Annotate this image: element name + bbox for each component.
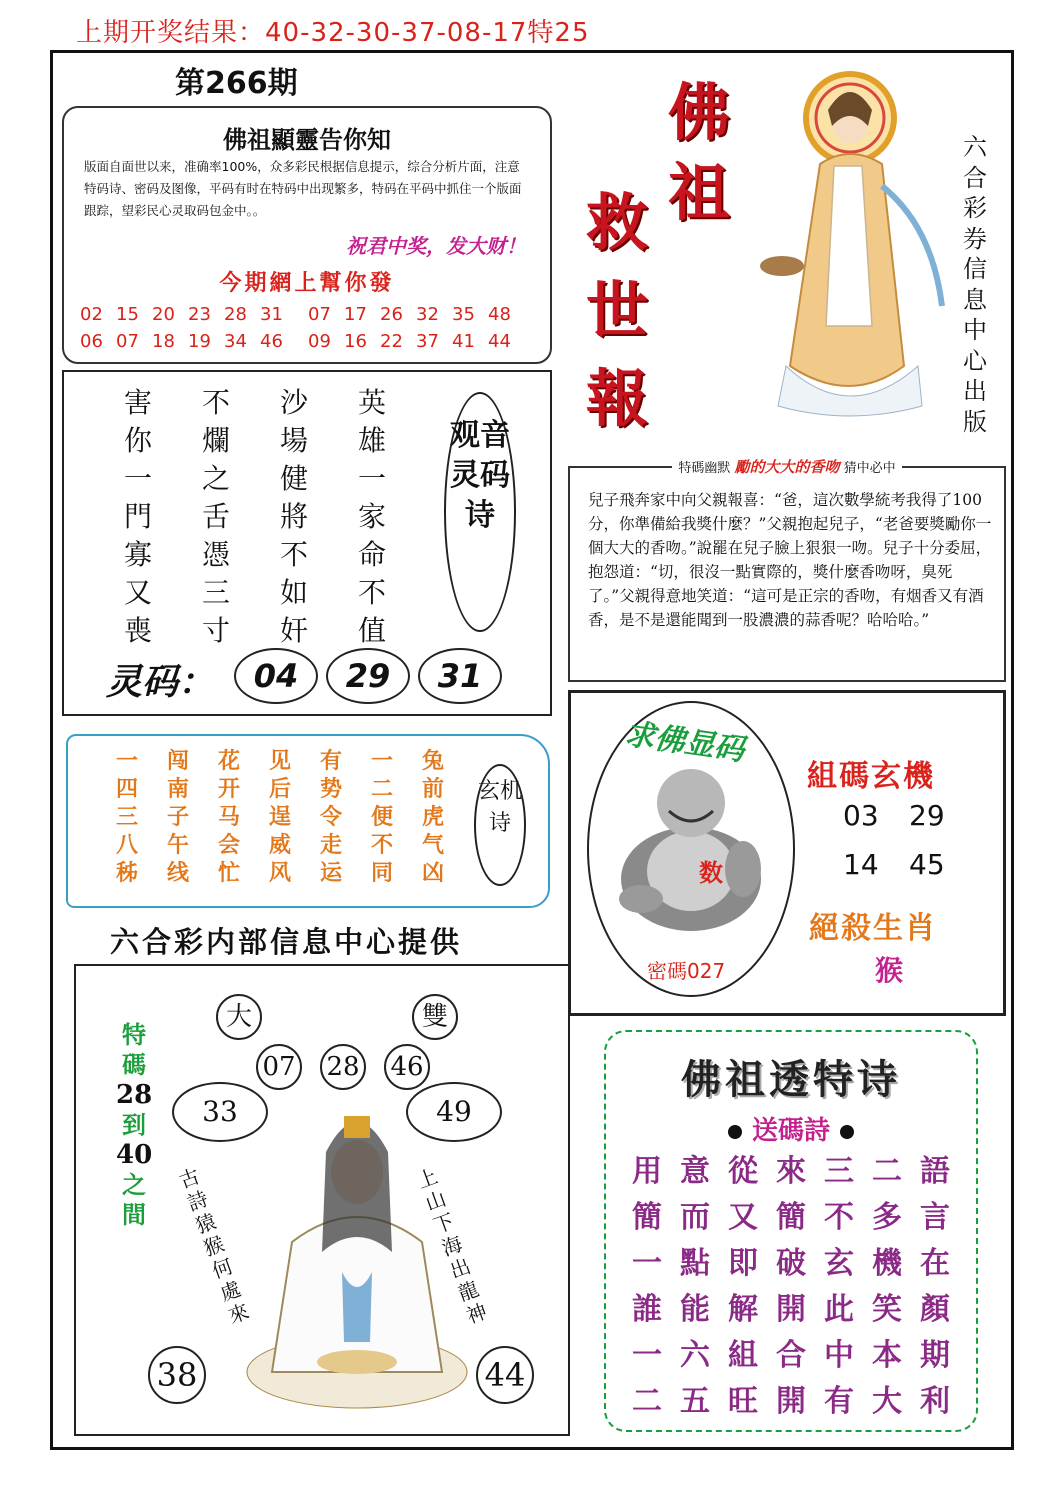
tete-char: 玄 (824, 1246, 854, 1281)
poem-char: 門 (124, 500, 153, 533)
number: 20 (152, 304, 175, 325)
tete-char: 又 (728, 1200, 758, 1235)
laughing-buddha-icon (611, 759, 771, 939)
buddha-oval (587, 701, 795, 997)
tete-char: 誰 (632, 1292, 662, 1327)
xuanji-char: 会 (218, 833, 241, 858)
poem-char: 如 (280, 576, 309, 609)
number: 31 (260, 304, 283, 325)
tete-char: 從 (728, 1154, 758, 1189)
shu-character: 数 (699, 859, 723, 887)
top-number: 46 (384, 1044, 430, 1090)
lingma-label: 灵码： (106, 662, 215, 703)
xuanji-char: 秭 (116, 861, 139, 886)
tete-char: 組 (728, 1338, 758, 1373)
top-number: 28 (320, 1044, 366, 1090)
notice-body: 版面自面世以来，准确率100%，众多彩民根据信息提示，综合分析片面，注意特码诗、密码及图像，平码有时在特码中出现繁多，特码在平码中抓住一个版面跟踪，望彩民心灵取码包金中。。 (84, 159, 522, 218)
tema-range (116, 1020, 152, 1230)
tete-char: 中 (824, 1338, 854, 1373)
left-oval-number: 33 (172, 1082, 268, 1142)
poem-char: 健 (280, 462, 309, 495)
tete-char: 多 (872, 1200, 902, 1235)
tete-char: 期 (920, 1338, 950, 1373)
zuma-number: 29 (909, 799, 945, 832)
xuanji-char: 四 (116, 777, 139, 802)
poem-char: 爛 (202, 424, 231, 457)
xuanji-char: 忙 (218, 861, 241, 886)
poem-char: 之 (202, 462, 231, 495)
jue-title: 絕殺生肖 (809, 911, 937, 946)
tete-char: 言 (920, 1200, 950, 1235)
tema-from: 28 (116, 1080, 153, 1110)
poem-char: 寸 (202, 614, 231, 647)
buddha-box (568, 690, 1006, 1016)
zuma-number: 45 (909, 848, 945, 881)
tete-char: 本 (872, 1338, 902, 1373)
xuanji-char: 前 (422, 777, 445, 802)
jue-value: 猴 (875, 954, 904, 987)
tete-char: 笑 (872, 1292, 902, 1327)
tete-poem-grid (632, 1156, 968, 1418)
lingma-number: 29 (326, 648, 410, 704)
tete-char: 合 (776, 1338, 806, 1373)
tete-char: 不 (824, 1200, 854, 1235)
number: 44 (488, 331, 511, 352)
xuanji-char: 一 (371, 749, 394, 774)
poem-char: 英 (358, 386, 387, 419)
riddle-box (568, 458, 1006, 682)
tete-char: 顏 (920, 1292, 950, 1327)
xuanji-char: 运 (320, 861, 343, 886)
tete-char: 二 (632, 1384, 662, 1419)
right-vertical-poem: 上山下海出龍神 (413, 1163, 491, 1329)
zuma-numbers (843, 799, 975, 881)
poem-char: 奸 (280, 614, 309, 647)
title-char: 世 (586, 274, 649, 347)
poem-label-oval (444, 392, 516, 632)
da-badge: 大 (216, 994, 262, 1040)
poem-box (62, 370, 552, 716)
tete-char: 五 (680, 1384, 710, 1419)
number: 17 (344, 304, 367, 325)
number: 37 (416, 331, 439, 352)
number: 34 (224, 331, 247, 352)
number: 28 (224, 304, 247, 325)
number: 22 (380, 331, 403, 352)
tete-char: 二 (872, 1154, 902, 1189)
xuanji-char: 势 (320, 777, 343, 802)
poem-grid (124, 388, 436, 646)
xuanji-char: 二 (371, 777, 394, 802)
issue-number: 第266期 (175, 66, 298, 101)
poem-char: 寡 (124, 538, 153, 571)
number: 46 (260, 331, 283, 352)
xuanji-char: 不 (371, 833, 394, 858)
right-oval-number: 49 (406, 1082, 502, 1142)
tema-label: 特 (122, 1020, 146, 1049)
xuanji-char: 马 (218, 805, 241, 830)
tete-char: 簡 (632, 1200, 662, 1235)
poem-char: 又 (124, 576, 153, 609)
xuanji-char: 后 (269, 777, 292, 802)
tema-label: 之 (122, 1170, 146, 1199)
tete-char: 三 (824, 1154, 854, 1189)
poem-char: 不 (280, 538, 309, 571)
zuma-number: 14 (843, 848, 879, 881)
tete-char: 而 (680, 1200, 710, 1235)
xuanji-char: 午 (167, 833, 190, 858)
lingma-number: 04 (234, 648, 318, 704)
tema-to: 40 (116, 1140, 153, 1170)
number: 48 (488, 304, 511, 325)
tete-char: 有 (824, 1384, 854, 1419)
xuanji-char: 虎 (422, 805, 445, 830)
xuanji-box (66, 734, 550, 908)
left-vertical-poem: 古詩猿猴何處來 (175, 1163, 253, 1329)
tete-char: 即 (728, 1246, 758, 1281)
poem-char: 憑 (202, 538, 231, 571)
bullet-icon (840, 1125, 854, 1139)
riddle-heading (570, 456, 1004, 477)
tete-char: 語 (920, 1154, 950, 1189)
xuanji-char: 同 (371, 861, 394, 886)
title-char: 救 (586, 186, 649, 259)
guanyin-illustration (742, 66, 958, 418)
xuanji-char: 开 (218, 777, 241, 802)
tete-char: 一 (632, 1338, 662, 1373)
xuanji-char: 走 (320, 833, 343, 858)
tete-char: 來 (776, 1154, 806, 1189)
number: 23 (188, 304, 211, 325)
poem-char: 三 (202, 576, 231, 609)
xuanji-char: 有 (320, 749, 343, 774)
lingma-number: 31 (418, 648, 502, 704)
number: 09 (308, 331, 331, 352)
zuma-title: 組碼玄機 (807, 759, 935, 794)
tete-char: 六 (680, 1338, 710, 1373)
poem-char: 你 (124, 424, 153, 457)
xuanji-char: 闯 (167, 749, 190, 774)
tete-char: 機 (872, 1246, 902, 1281)
tete-char: 簡 (776, 1200, 806, 1235)
xuanji-char: 气 (422, 833, 445, 858)
riddle-head-title: 勵的大大的香吻 (734, 458, 840, 476)
number: 07 (308, 304, 331, 325)
xuanji-char: 线 (167, 861, 190, 886)
poem-char: 沙 (280, 386, 309, 419)
poem-char: 害 (124, 386, 153, 419)
poem-label: 观音灵码诗 (450, 418, 510, 533)
xuanji-char: 子 (167, 805, 190, 830)
number: 15 (116, 304, 139, 325)
tete-char: 點 (680, 1246, 710, 1281)
tete-char: 大 (872, 1384, 902, 1419)
number-grid (80, 304, 524, 352)
tete-char: 能 (680, 1292, 710, 1327)
shuang-badge: 雙 (412, 994, 458, 1040)
help-title: 今期網上幫你發 (219, 270, 395, 296)
songma-heading (606, 1110, 976, 1147)
tema-label: 碼 (122, 1050, 146, 1079)
tete-char: 意 (680, 1154, 710, 1189)
poem-char: 舌 (202, 500, 231, 533)
tema-label: 間 (122, 1200, 146, 1229)
xuanji-grid (116, 748, 473, 888)
xuanji-char: 逞 (269, 805, 292, 830)
xuanji-char: 令 (320, 805, 343, 830)
bottom-right-number: 44 (476, 1346, 534, 1404)
tete-char: 利 (920, 1384, 950, 1419)
xuanji-char: 三 (116, 805, 139, 830)
last-result: 上期开奖结果：40-32-30-37-08-17特25 (76, 18, 590, 48)
zuma-number: 03 (843, 799, 879, 832)
xuanji-char: 便 (371, 805, 394, 830)
poem-char: 場 (280, 424, 309, 457)
number: 35 (452, 304, 475, 325)
poem-char: 不 (358, 576, 387, 609)
secret-code: 密碼027 (647, 959, 726, 983)
number: 06 (80, 331, 103, 352)
tete-char: 用 (632, 1154, 662, 1189)
notice-title: 佛祖顯靈告你知 (223, 125, 391, 154)
tete-poem-box (604, 1030, 978, 1432)
tema-label: 到 (122, 1110, 146, 1139)
number: 02 (80, 304, 103, 325)
tete-char: 解 (728, 1292, 758, 1327)
top-number: 07 (256, 1044, 302, 1090)
seated-guanyin-illustration (242, 1102, 472, 1412)
number: 07 (116, 331, 139, 352)
title-char: 報 (586, 362, 649, 435)
xuanji-label-oval (474, 764, 526, 886)
xuanji-char: 威 (269, 833, 292, 858)
poem-char: 一 (358, 462, 387, 495)
special-box (74, 964, 570, 1436)
number: 32 (416, 304, 439, 325)
bullet-icon (728, 1125, 742, 1139)
xuanji-char: 风 (269, 861, 292, 886)
xuanji-char: 一 (116, 749, 139, 774)
xuanji-char: 花 (218, 749, 241, 774)
tete-char: 一 (632, 1246, 662, 1281)
poem-char: 家 (358, 500, 387, 533)
tete-char: 旺 (728, 1384, 758, 1419)
poem-char: 將 (280, 500, 309, 533)
tete-char: 此 (824, 1292, 854, 1327)
tete-char: 破 (776, 1246, 806, 1281)
qiufo-title: 求佛显码 (622, 716, 747, 769)
poem-char: 雄 (358, 424, 387, 457)
blessing: 祝君中奖，发大财！ (346, 234, 526, 258)
publisher-vertical: 六合彩券信息中心出版 (963, 133, 987, 436)
songma-label: 送碼詩 (751, 1116, 830, 1146)
xuanji-char: 八 (116, 833, 139, 858)
xuanji-char: 凶 (422, 861, 445, 886)
number: 16 (344, 331, 367, 352)
tete-char: 在 (920, 1246, 950, 1281)
provided-by: 六合彩内部信息中心提供 (110, 925, 463, 959)
notice-box (62, 106, 552, 364)
bottom-left-number: 38 (148, 1346, 206, 1404)
poem-char: 喪 (124, 614, 153, 647)
xuanji-char: 见 (269, 749, 292, 774)
number: 41 (452, 331, 475, 352)
poem-char: 不 (202, 386, 231, 419)
xuanji-char: 南 (167, 777, 190, 802)
riddle-head-right: 猜中必中 (843, 461, 896, 476)
riddle-head-left: 特碼幽默 (678, 461, 731, 476)
poem-char: 值 (358, 614, 387, 647)
poem-char: 一 (124, 462, 153, 495)
title-char: 祖 (668, 156, 731, 229)
number: 18 (152, 331, 175, 352)
tete-char: 開 (776, 1292, 806, 1327)
tete-poem-title: 佛祖透特诗 (681, 1057, 901, 1103)
number: 26 (380, 304, 403, 325)
riddle-body: 兒子飛奔家中向父親報喜：“爸，這次數學統考我得了100分，你準備給我獎什麼？”父親抱起兒子，“老爸要獎勵你一個大大的香吻。”說罷在兒子臉上狠狠一吻。兒子十分委屈，抱怨道：“切，很沒一點實際的，獎什麼香吻呀，臭死了。”父親得意地笑道：“這可是正宗的香吻，有烟香又有酒香，是不是還能聞到一股濃濃的蒜香呢？哈哈哈。” (588, 491, 992, 629)
poem-char: 命 (358, 538, 387, 571)
xuanji-label: 玄机诗 (477, 779, 522, 836)
number: 19 (188, 331, 211, 352)
xuanji-char: 兔 (422, 749, 445, 774)
tete-char: 開 (776, 1384, 806, 1419)
title-char: 佛 (668, 76, 731, 149)
